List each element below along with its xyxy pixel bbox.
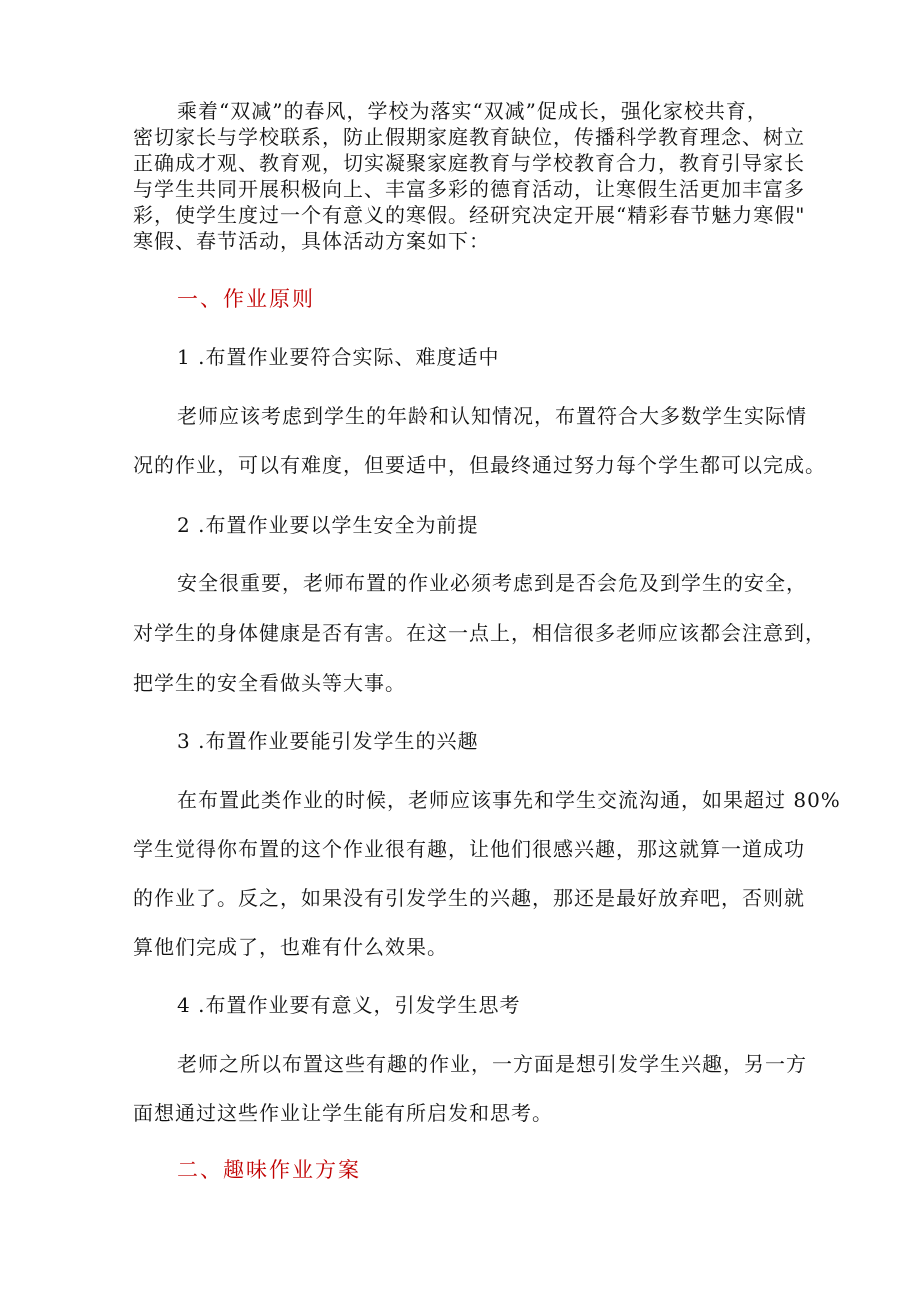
section-heading-principles: 一、作业原则 [177,287,315,311]
item-2-title: 2 .布置作业要以学生安全为前提 [177,513,479,537]
item-2-line-2: 对学生的身体健康是否有害。在这一点上，相信很多老师应该都会注意到， [133,621,826,645]
item-3-line-4: 算他们完成了，也难有什么效果。 [133,935,448,959]
intro-line-3: 正确成才观、教育观，切实凝聚家庭教育与学校教育合力，教育引导家长 [133,151,805,175]
intro-line-6: 寒假、春节活动，具体活动方案如下： [133,229,490,253]
intro-line-4: 与学生共同开展积极向上、丰富多彩的德育活动，让寒假生活更加丰富多 [133,177,805,201]
item-4-line-2: 面想通过这些作业让学生能有所启发和思考。 [133,1101,553,1125]
item-1-title: 1 .布置作业要符合实际、难度适中 [177,345,500,369]
item-2-line-3: 把学生的安全看做头等大事。 [133,671,406,695]
item-3-title: 3 .布置作业要能引发学生的兴趣 [177,729,479,753]
item-3-line-1: 在布置此类作业的时候，老师应该事先和学生交流沟通，如果超过 80% [177,788,841,812]
item-3-line-2: 学生觉得你布置的这个作业很有趣，让他们很感兴趣，那这就算一道成功 [133,837,805,861]
item-1-line-2: 况的作业，可以有难度，但要适中，但最终通过努力每个学生都可以完成。 [133,453,826,477]
item-2-line-1: 安全很重要，老师布置的作业必须考虑到是否会危及到学生的安全， [177,571,807,595]
item-3-line-3: 的作业了。反之，如果没有引发学生的兴趣，那还是最好放弃吧，否则就 [133,886,805,910]
intro-line-5: 彩，使学生度过一个有意义的寒假。经研究决定开展“精彩春节魅力寒假" [133,203,806,227]
section-heading-plan: 二、趣味作业方案 [177,1158,361,1182]
intro-line-2: 密切家长与学校联系，防止假期家庭教育缺位，传播科学教育理念、树立 [133,125,805,149]
intro-line-1: 乘着“双减”的春风，学校为落实“双减”促成长，强化家校共育， [177,99,768,123]
item-4-line-1: 老师之所以布置这些有趣的作业，一方面是想引发学生兴趣，另一方 [177,1052,807,1076]
item-4-title: 4 .布置作业要有意义，引发学生思考 [177,993,521,1017]
item-1-line-1: 老师应该考虑到学生的年龄和认知情况，布置符合大多数学生实际情 [177,404,807,428]
